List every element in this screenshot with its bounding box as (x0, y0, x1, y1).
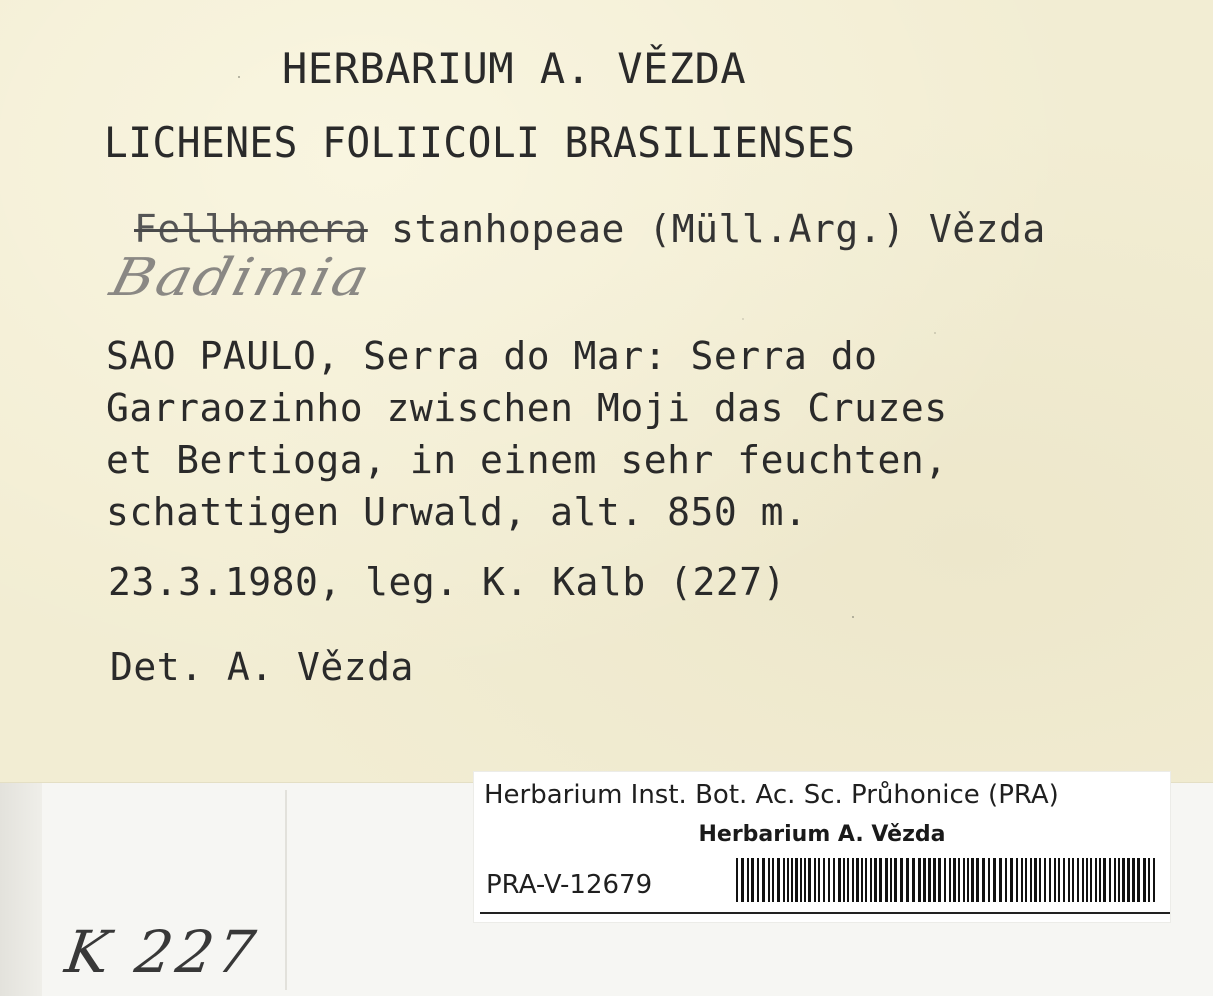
barcode-bar (808, 858, 811, 902)
barcode-bar (1127, 858, 1130, 902)
barcode-bar (741, 858, 744, 902)
barcode-bar (772, 858, 774, 902)
barcode-bar (1054, 858, 1056, 902)
barcode-bar (900, 858, 903, 902)
barcode-bar (838, 858, 841, 902)
barcode-bar (1072, 858, 1074, 902)
pra-barcode-label (474, 772, 1170, 922)
barcode-bar (800, 858, 802, 902)
barcode-bar (949, 858, 951, 902)
backing-edge-shadow (0, 780, 42, 996)
collection-date-collector: 23.3.1980, leg. K. Kalb (227) (108, 560, 786, 604)
barcode-bar (982, 858, 985, 902)
barcode-bar (1137, 858, 1140, 902)
barcode-bar (1068, 858, 1070, 902)
determiner: Det. A. Vězda (110, 645, 414, 689)
barcode-bar (879, 858, 882, 902)
barcode-bar (1077, 858, 1079, 902)
barcode-bar (1010, 858, 1013, 902)
barcode-bar (823, 858, 825, 902)
barcode-bar (762, 858, 765, 902)
barcode-bar (1103, 858, 1106, 902)
barcode-bar (933, 858, 936, 902)
label-title: HERBARIUM A. VĚZDA (282, 44, 747, 93)
barcode-bar (1153, 858, 1155, 902)
barcode-bar (923, 858, 926, 902)
barcode-bar (912, 858, 915, 902)
barcode-bar (1143, 858, 1146, 902)
barcode-bar (870, 858, 872, 902)
barcode-bar (757, 858, 759, 902)
barcode-bar (1114, 858, 1116, 902)
barcode-bar (1086, 858, 1088, 902)
barcode-bar (906, 858, 909, 902)
barcode-bar (833, 858, 835, 902)
barcode-bar (783, 858, 785, 902)
barcode-bar (1034, 858, 1037, 902)
barcode-bar (1090, 858, 1092, 902)
barcode-bar (818, 858, 820, 902)
barcode-bar (953, 858, 956, 902)
barcode-bar (1132, 858, 1135, 902)
barcode-bar (1099, 858, 1101, 902)
barcode-bar (1044, 858, 1046, 902)
barcode-bar (814, 858, 816, 902)
barcode-bar (828, 858, 830, 902)
barcode-bar (1005, 858, 1007, 902)
specimen-id: PRA-V-12679 (486, 870, 653, 900)
barcode-bar (1118, 858, 1120, 902)
barcode-bar (795, 858, 798, 902)
barcode-bar (768, 858, 770, 902)
locality-line: et Bertioga, in einem sehr feuchten, (106, 438, 948, 482)
barcode-bar (944, 858, 946, 902)
barcode-bar (1148, 858, 1150, 902)
barcode-bar (747, 858, 749, 902)
barcode-bar (787, 858, 789, 902)
barcode-bar (928, 858, 931, 902)
barcode-bar (736, 858, 738, 902)
barcode-bar (1025, 858, 1027, 902)
handwritten-genus-correction: Badimia (104, 248, 378, 308)
barcode-bar (1122, 858, 1125, 902)
barcode-bar (874, 858, 877, 902)
barcode-bar (847, 858, 849, 902)
barcode (736, 858, 1156, 902)
barcode-bar (777, 858, 780, 902)
barcode-bar (1016, 858, 1018, 902)
barcode-bar (971, 858, 974, 902)
barcode-bar (1082, 858, 1084, 902)
barcode-bar (852, 858, 854, 902)
handwritten-collection-number: K 227 (61, 918, 264, 986)
label-series-title: LICHENES FOLIICOLI BRASILIENSES (104, 118, 856, 167)
herbarium-name: Herbarium A. Vězda (698, 822, 946, 847)
barcode-bar (861, 858, 863, 902)
barcode-bar (1095, 858, 1097, 902)
locality-line: Garraozinho zwischen Moji das Cruzes (106, 386, 948, 430)
label-bottom-rule (480, 912, 1170, 914)
barcode-bar (999, 858, 1002, 902)
struck-genus: Fellhanera (134, 207, 368, 251)
barcode-bar (976, 858, 979, 902)
barcode-bar (963, 858, 965, 902)
barcode-bar (958, 858, 960, 902)
barcode-bar (993, 858, 996, 902)
barcode-bar (804, 858, 806, 902)
backing-fold-line (285, 790, 287, 990)
barcode-bar (1030, 858, 1032, 902)
barcode-bar (967, 858, 969, 902)
barcode-bar (751, 858, 754, 902)
barcode-bar (1063, 858, 1065, 902)
barcode-bar (1058, 858, 1060, 902)
barcode-bar (1039, 858, 1041, 902)
barcode-bar (791, 858, 793, 902)
barcode-bar (1109, 858, 1111, 902)
barcode-bar (885, 858, 888, 902)
barcode-bar (865, 858, 867, 902)
barcode-bar (843, 858, 845, 902)
barcode-bar (938, 858, 941, 902)
locality-line: schattigen Urwald, alt. 850 m. (106, 490, 808, 534)
species-epithet-author: stanhopeae (Müll.Arg.) Vězda (367, 207, 1046, 251)
locality-line: SAO PAULO, Serra do Mar: Serra do (106, 334, 878, 378)
barcode-bar (856, 858, 859, 902)
barcode-bar (894, 858, 897, 902)
barcode-bar (918, 858, 921, 902)
barcode-bar (988, 858, 990, 902)
species-name (134, 207, 1046, 251)
institution-name: Herbarium Inst. Bot. Ac. Sc. Průhonice (PRA) (484, 780, 1059, 810)
barcode-bar (1049, 858, 1051, 902)
barcode-bar (890, 858, 892, 902)
barcode-bar (1021, 858, 1023, 902)
